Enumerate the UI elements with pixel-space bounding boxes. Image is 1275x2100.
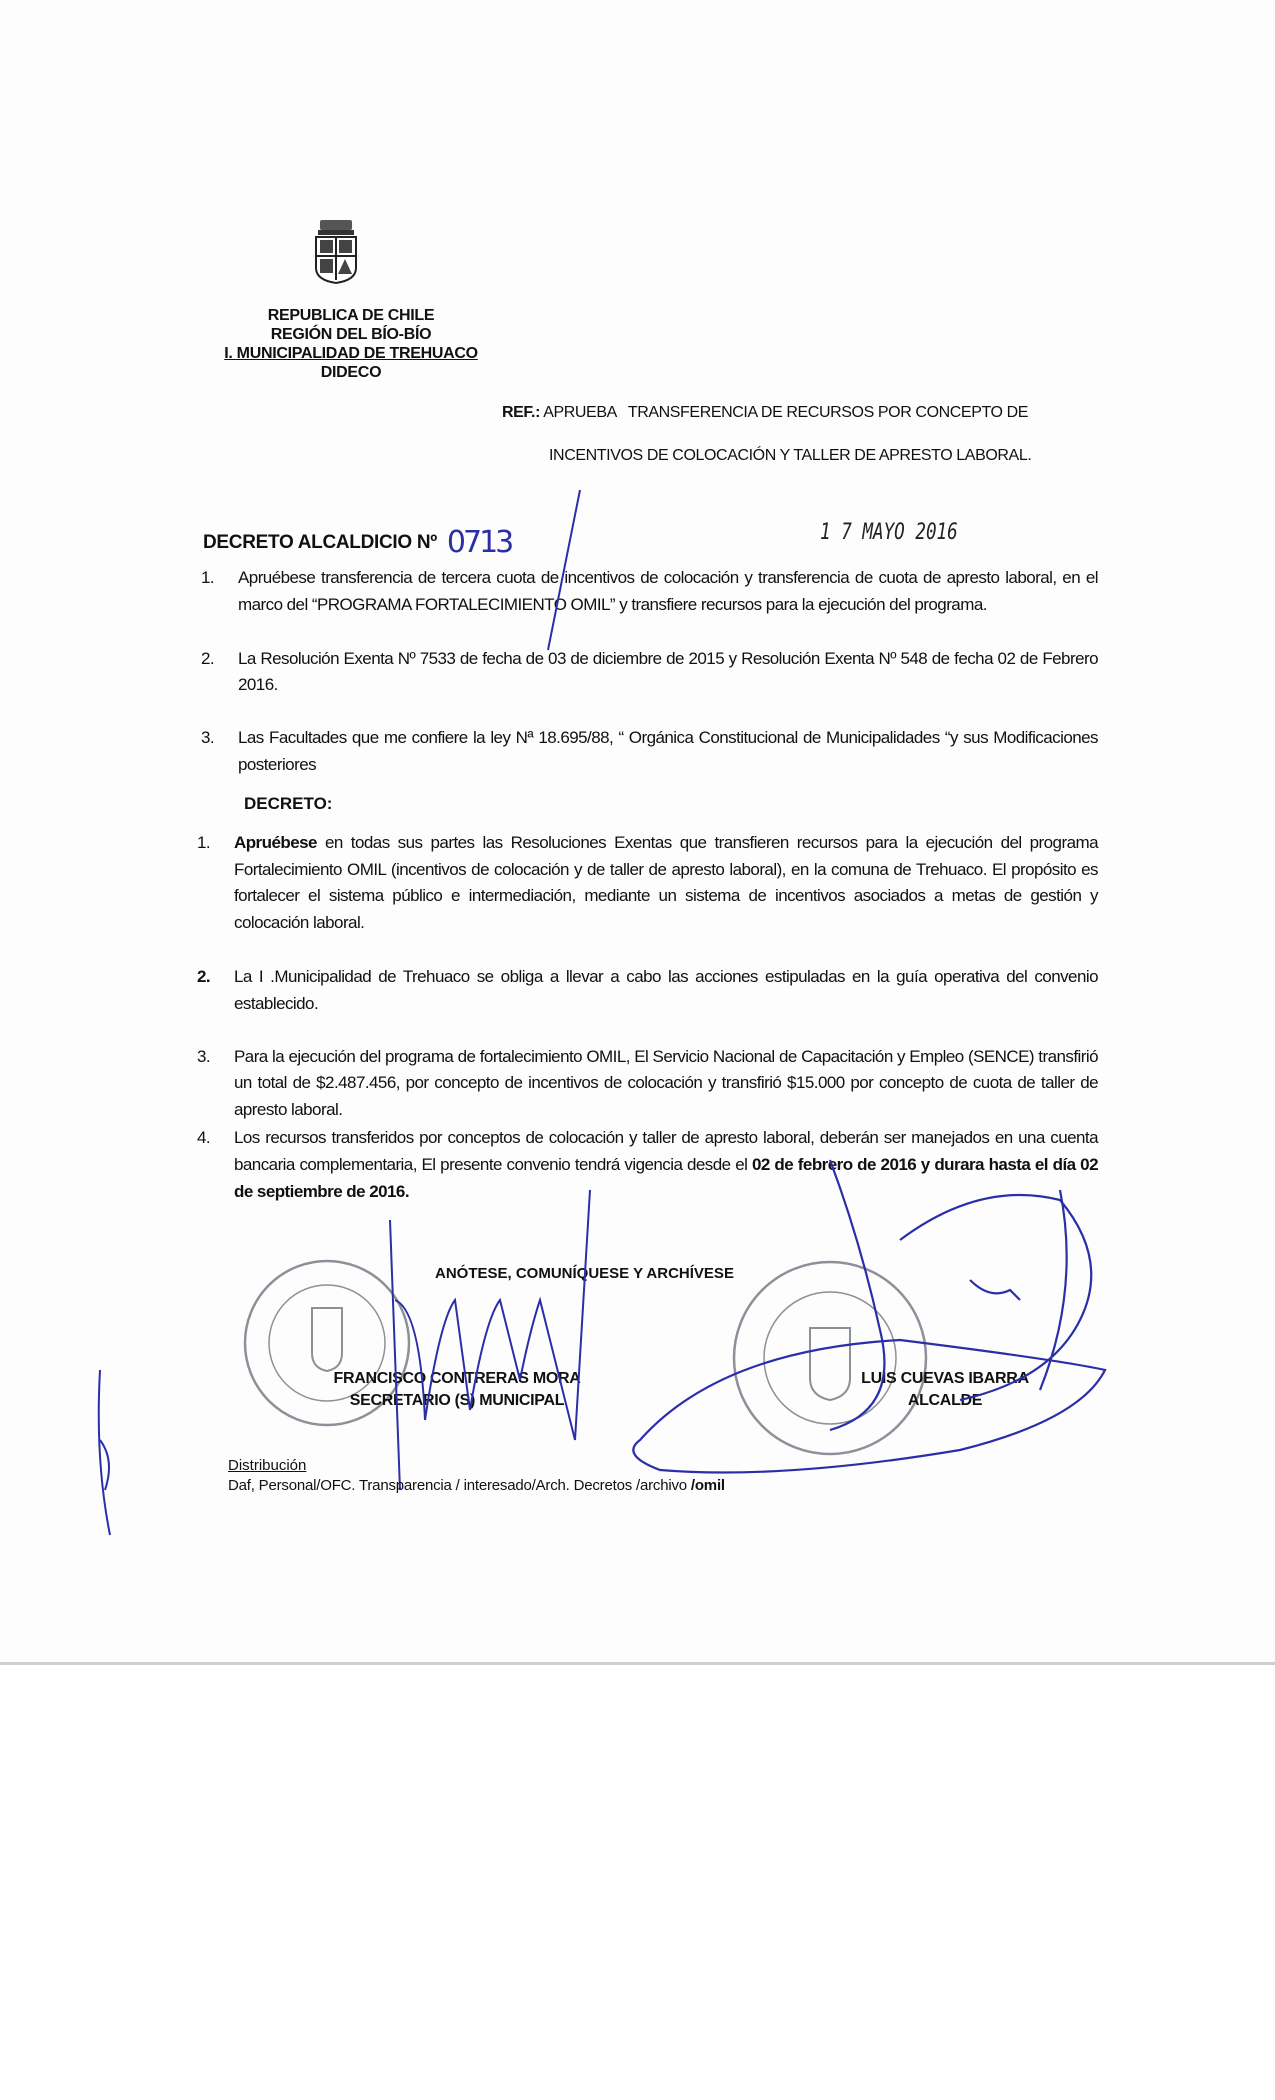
item-body: en todas sus partes las Resoluciones Exentas que transfieren recursos para la ejecución del programa Fortalecimiento OMIL (incentivos de colocación y de taller de apresto laboral), en la comuna de Trehuaco. El propósito es fortalecer el sistema público e intermediación, mediante un sistema de incentivos asociados a metas de gestión y colocación laboral. xyxy=(234,832,1098,933)
reference-line-2: INCENTIVOS DE COLOCACIÓN Y TALLER DE APRESTO LABORAL. xyxy=(549,447,1032,464)
item-number: 2. xyxy=(201,648,215,668)
date-stamp: 1 7 MAYO 2016 xyxy=(820,520,958,545)
distribution-list xyxy=(228,1477,725,1494)
item-text: Para la ejecución del programa de fortalecimiento OMIL, El Servicio Nacional de Capacitación y Empleo (SENCE) transfirió un total de $2.487.456, por concepto de incentivos de colocación y transfirió $15.000 por concepto de cuota de taller de apresto laboral. xyxy=(234,1046,1098,1120)
reference-text-1: APRUEBA TRANSFERENCIA DE RECURSOS POR CONCEPTO DE xyxy=(543,404,1029,421)
distribution-label-text: Distribución xyxy=(228,1457,307,1474)
signatory-name: LUIS CUEVAS IBARRA xyxy=(861,1370,1029,1387)
decreto-heading: DECRETO: xyxy=(244,793,333,813)
item-text: Apruébese transferencia de tercera cuota de incentivos de colocación y transferencia de cuota de apresto laboral, en el marco del “PROGRAMA FORTALECIMIENTO OMIL” y transfiere recursos para la ejecución del programa. xyxy=(238,568,1098,614)
item-number: 3. xyxy=(197,1046,211,1066)
reference-label: REF.: xyxy=(502,404,541,421)
signatory-name: FRANCISCO CONTRERAS MORA xyxy=(333,1370,581,1387)
item-bold-lead: Apruébese xyxy=(234,832,317,852)
item-number: 1. xyxy=(201,568,215,587)
item-text: Las Facultades que me confiere la ley Nª 18.695/88, “ Orgánica Constitucional de Municipalidades “y sus Modificaciones posteriores xyxy=(238,728,1098,774)
decree-title: DECRETO ALCALDICIO Nº xyxy=(203,532,437,553)
item-number: 1. xyxy=(197,832,211,852)
signatory-role: ALCALDE xyxy=(907,1392,983,1409)
item-text: La Resolución Exenta Nº 7533 de fecha de 03 de diciembre de 2015 y Resolución Exenta Nº 548 de fecha 02 de Febrero 2016. xyxy=(238,648,1098,695)
signatory-role: SECRETARIO (S) MUNICIPAL xyxy=(349,1392,565,1409)
decree-number-handwritten: 0713 xyxy=(446,525,512,560)
item-number: 3. xyxy=(201,728,215,748)
distribution-label xyxy=(228,1457,306,1474)
closing-formula: ANÓTESE, COMUNÍQUESE Y ARCHÍVESE xyxy=(435,1265,734,1282)
item-number: 2. xyxy=(197,966,211,986)
header-country: REPUBLICA DE CHILE xyxy=(267,307,435,324)
item-text: La I .Municipalidad de Trehuaco se obliga a llevar a cabo las acciones estipuladas en la guía operativa del convenio establecido. xyxy=(234,966,1098,1013)
header-region: REGIÓN DEL BÍO-BÍO xyxy=(270,326,432,343)
distribution-text: Daf, Personal/OFC. Transparencia / interesado/Arch. Decretos /archivo xyxy=(228,1477,691,1494)
item-body: Los recursos transferidos por conceptos de colocación y taller de apresto laboral, deberán ser manejados en una cuenta bancaria complementaria, El presente convenio tendrá vigencia desde el xyxy=(234,1127,1098,1174)
distribution-tail: /omil xyxy=(690,1477,725,1494)
header-department: DIDECO xyxy=(320,364,382,381)
header-municipality: I. MUNICIPALIDAD DE TREHUACO xyxy=(224,345,478,362)
item-number: 4. xyxy=(197,1127,211,1147)
item-bold-tail: 02 de febrero de 2016 y durara hasta el día 02 de septiembre de 2016. xyxy=(234,1154,1098,1201)
